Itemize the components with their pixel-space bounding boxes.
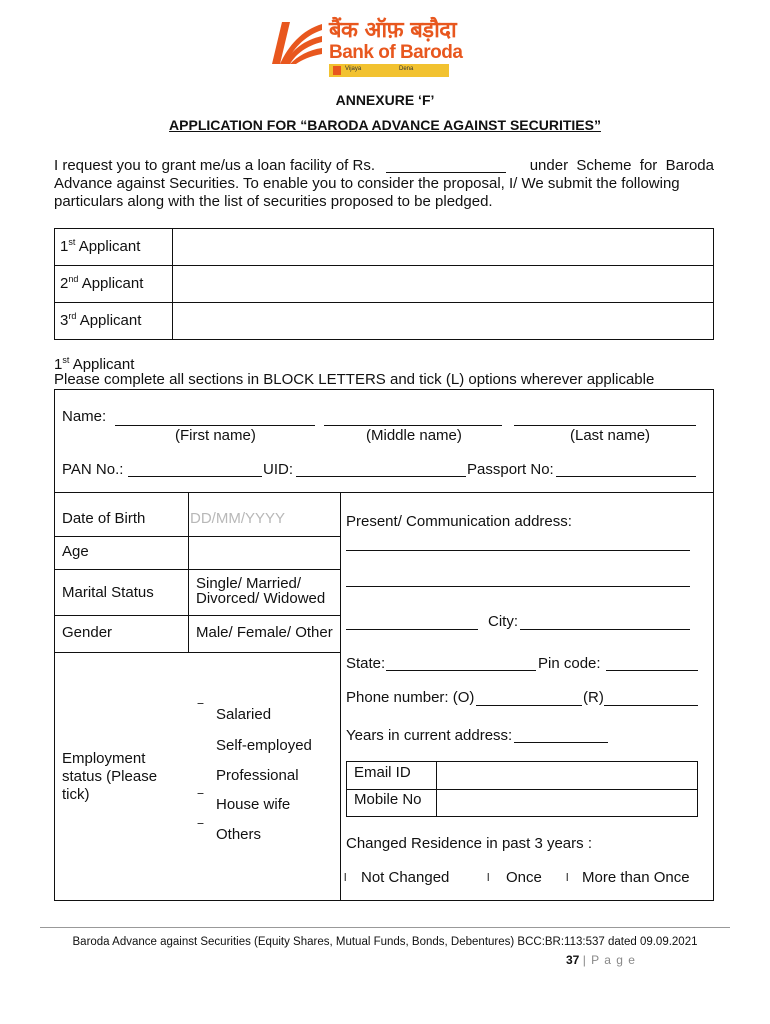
email-input[interactable] <box>438 763 696 788</box>
phone-office-blank[interactable] <box>476 705 582 706</box>
age-label: Age <box>62 543 89 560</box>
employment-option-salaried[interactable]: Salaried <box>216 706 272 723</box>
checkbox-more-than-once[interactable]: l <box>566 872 569 884</box>
first-name-blank[interactable] <box>115 425 315 426</box>
bank-name-hindi: बैंक ऑफ़ बड़ौदा <box>329 18 457 43</box>
logo-strip-left: Vijaya <box>345 66 362 72</box>
checkbox-mark[interactable]: ‾ <box>198 792 203 809</box>
section-heading: 1st Applicant <box>54 355 135 373</box>
applicant-3-label: 3rd Applicant <box>60 311 142 329</box>
footer-text: Baroda Advance against Securities (Equity Shares, Mutual Funds, Bonds, Debentures) BCC:BR:113:537 dated 09.09.2021 <box>72 936 698 948</box>
logo-merger-strip <box>329 64 449 77</box>
dob-input[interactable]: DD/MM/YYYY <box>190 510 286 527</box>
phone-residence-blank[interactable] <box>604 705 698 706</box>
uid-label: UID: <box>263 461 293 478</box>
employment-option-professional[interactable]: Professional <box>216 767 299 784</box>
bank-of-baroda-logo-icon <box>268 16 324 66</box>
address-line-3[interactable] <box>346 629 478 630</box>
state-blank[interactable] <box>386 670 536 671</box>
tick-symbol: L <box>450 371 460 388</box>
option-not-changed: Not Changed <box>361 869 450 886</box>
applicant-2-input[interactable] <box>174 267 712 301</box>
intro-line-2: Advance against Securities. To enable you to consider the proposal, I/ We submit the following <box>54 175 680 192</box>
email-label: Email ID <box>354 764 411 781</box>
section-instruction: Please complete all sections in BLOCK LETTERS and tick (L) options wherever applicable <box>54 371 655 388</box>
applicant-1-label: 1st Applicant <box>60 237 141 255</box>
city-label: City: <box>488 613 518 630</box>
address-line-1[interactable] <box>346 550 690 551</box>
logo-strip-right: Dena <box>399 66 414 72</box>
row-divider <box>54 652 340 653</box>
loan-amount-blank[interactable] <box>386 172 506 173</box>
mobile-label: Mobile No <box>354 791 422 808</box>
address-line-2[interactable] <box>346 586 690 587</box>
pan-blank[interactable] <box>128 476 262 477</box>
row-divider <box>54 615 340 616</box>
age-input[interactable] <box>190 538 338 568</box>
gender-label: Gender <box>62 624 113 641</box>
applicant-3-input[interactable] <box>174 304 712 338</box>
employment-option-others[interactable]: Others <box>216 826 262 843</box>
middle-name-caption: (Middle name) <box>366 427 462 444</box>
logo-strip-mark-icon <box>333 66 341 75</box>
applicant-details-form <box>54 389 714 901</box>
name-label: Name: <box>62 408 107 425</box>
page-number: 37 | P a g e <box>566 953 636 967</box>
footer-divider <box>40 927 730 928</box>
years-address-label: Years in current address: <box>346 727 513 744</box>
city-blank[interactable] <box>520 629 690 630</box>
pin-code-label: Pin code: <box>538 655 601 672</box>
bank-name-english: Bank of Baroda <box>329 42 463 63</box>
years-address-blank[interactable] <box>514 742 608 743</box>
page-title: APPLICATION FOR “BARODA ADVANCE AGAINST SECURITIES” <box>169 117 601 133</box>
contact-col-divider <box>436 761 437 817</box>
row-divider <box>54 536 340 537</box>
employment-option-house-wife[interactable]: House wife <box>216 796 291 813</box>
last-name-caption: (Last name) <box>570 427 651 444</box>
applicants-col-divider <box>172 228 173 340</box>
row-divider <box>54 569 340 570</box>
annexure-heading: ANNEXURE ‘F’ <box>335 92 435 108</box>
mobile-input[interactable] <box>438 791 696 816</box>
passport-blank[interactable] <box>556 476 696 477</box>
pin-code-blank[interactable] <box>606 670 698 671</box>
checkbox-mark[interactable]: ‾ <box>198 822 203 839</box>
intro-line-3: particulars along with the list of securities proposed to be pledged. <box>54 193 493 210</box>
marital-status-label: Marital Status <box>62 584 154 601</box>
pan-label: PAN No.: <box>62 461 124 478</box>
last-name-blank[interactable] <box>514 425 696 426</box>
middle-name-blank[interactable] <box>324 425 502 426</box>
marital-status-options[interactable]: Single/ Married/ Divorced/ Widowed <box>196 575 326 607</box>
option-once: Once <box>506 869 542 886</box>
employment-option-self-employed[interactable]: Self-employed <box>216 737 312 754</box>
checkbox-not-changed[interactable]: l <box>344 872 347 884</box>
left-col-divider <box>188 492 189 652</box>
first-name-caption: (First name) <box>175 427 256 444</box>
phone-label: Phone number: (O) <box>346 689 475 706</box>
contact-row-divider <box>346 789 698 790</box>
employment-status-label: Employment status (Please tick) <box>62 750 158 803</box>
present-address-label: Present/ Communication address: <box>346 513 572 530</box>
uid-blank[interactable] <box>296 476 466 477</box>
intro-line-1: I request you to grant me/us a loan facility of Rs. <box>54 157 375 174</box>
gender-options[interactable]: Male/ Female/ Other <box>196 624 333 641</box>
checkbox-once[interactable]: l <box>487 872 490 884</box>
applicant-2-label: 2nd Applicant <box>60 274 144 292</box>
applicant-1-input[interactable] <box>174 230 712 264</box>
middle-col-divider <box>340 492 341 901</box>
applicants-row-divider <box>54 265 714 266</box>
option-more-than-once: More than Once <box>582 869 690 886</box>
changed-residence-label: Changed Residence in past 3 years : <box>346 835 592 852</box>
passport-label: Passport No: <box>467 461 554 478</box>
intro-line-1b: under Scheme for Baroda <box>529 157 714 174</box>
dob-label: Date of Birth <box>62 510 146 527</box>
checkbox-mark[interactable]: ‾ <box>198 702 203 719</box>
form-divider <box>54 492 714 493</box>
applicants-row-divider <box>54 302 714 303</box>
state-label: State: <box>346 655 386 672</box>
phone-residence-label: (R) <box>583 689 604 706</box>
